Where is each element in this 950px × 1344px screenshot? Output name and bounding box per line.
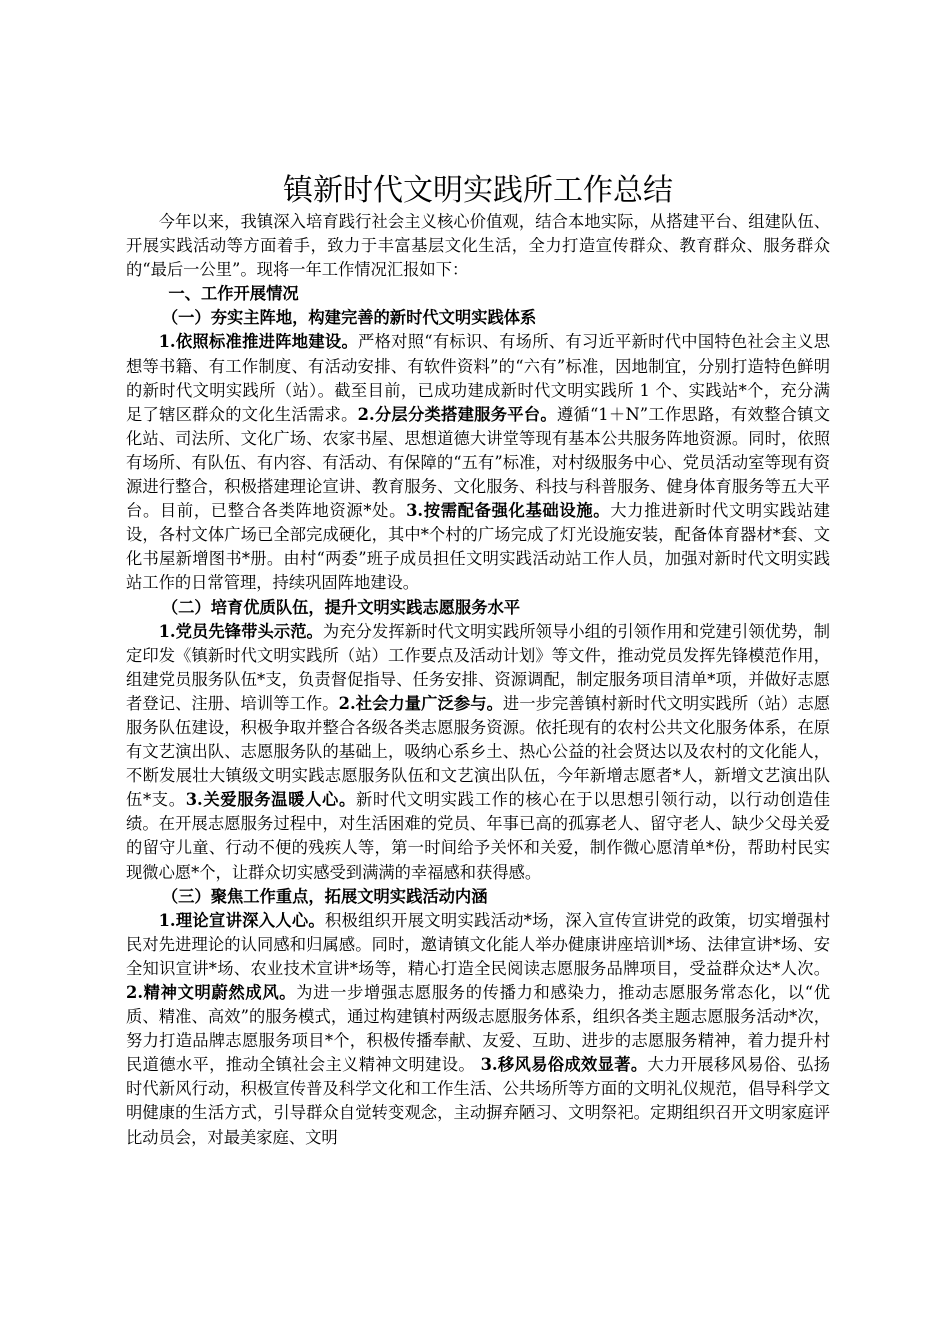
subsection-heading-1: （一）夯实主阵地，构建完善的新时代文明实践体系	[161, 308, 537, 328]
item-text: 新时代文明实践工作的核心在于以思想引领行动，以行动创造佳绩。在开展志愿服务过程中，对生活困难的党员、年事已高的孤寡老人、留守老人、缺少父母关爱的留守儿童、行动不便的残疾人等，第一时间给予关怀和关爱，制作微心愿清单*份，帮助村民实现微心愿*个，让群众切实感受到满满的幸福感和获得感。	[126, 790, 830, 882]
subsection-1-paragraph	[126, 330, 830, 595]
item-text: 严格对照“有标识、有场所、有习近平新时代中国特色社会主义思想等书籍、有工作制度、有活动安排、有软件资料”的“六有”标准，因地制宜，分别打造特色鲜明的新时代文明实践所（站）。截至目前，已成功建成新时代文明实践所 1 个、实践站*个，充分满足了辖区群众的文化生活需求。	[126, 332, 831, 424]
item-heading: 1.理论宣讲深入人心。	[158, 910, 325, 930]
item-heading: 1.党员先锋带头示范。	[158, 621, 323, 641]
item-text: 为充分发挥新时代文明实践所领导小组的引领作用和党建引领优势，制定印发《镇新时代文明实践所（站）工作要点及活动计划》等文件，推动党员发挥先锋模范作用，组建党员服务队伍*支，负责督促指导、任务安排、资源调配，制定服务项目清单*项，并做好志愿者登记、注册、培训等工作。	[126, 621, 830, 713]
subsection-heading-2: （二）培育优质队伍，提升文明实践志愿服务水平	[161, 597, 521, 617]
item-heading: 3.按需配备强化基础设施。	[406, 501, 611, 521]
item-text: 大力推进新时代文明实践站建设，各村文体广场已全部完成硬化，其中*个村的广场完成了灯光设施安装，配备体育器材*套、文化书屋新增图书*册。由村“两委”班子成员担任文明实践活动站工作人员，加强对新时代文明实践站工作的日常管理，持续巩固阵地建设。	[126, 501, 830, 593]
item-heading: 1.依照标准推进阵地建设。	[158, 332, 359, 352]
item-heading: 3.关爱服务温暖人心。	[185, 790, 356, 810]
subsection-2-paragraph	[126, 620, 830, 885]
item-heading: 2.分层分类搭建服务平台。	[357, 404, 557, 424]
item-text: 为进一步增强志愿服务的传播力和感染力，推动志愿服务常态化，以“优质、精准、高效”的服务模式，通过构建镇村两级志愿服务体系，组织各类主题志愿服务活动*次，努力打造品牌志愿服务项目*个，积极传播奉献、友爱、互助、进步的志愿服务精神，着力提升村民道德水平，推动全镇社会主义精神文明建设。	[126, 983, 830, 1075]
subsection-3-paragraph	[126, 909, 830, 1150]
item-heading: 2.社会力量广泛参与。	[338, 693, 503, 713]
intro-paragraph: 今年以来，我镇深入培育践行社会主义核心价值观，结合本地实际，从搭建平台、组建队伍、开展实践活动等方面着手，致力于丰富基层文化生活，全力打造宣传群众、教育群众、服务群众的“最后一公里”。现将一年工作情况汇报如下：	[126, 212, 830, 280]
item-text: 大力开展移风易俗、弘扬时代新风行动，积极宣传普及科学文化和工作生活、公共场所等方面的文明礼仪规范，倡导科学文明健康的生活方式，引导群众自觉转变观念，主动摒弃陋习、文明祭祀。定期组织召开文明家庭评比动员会，对最美家庭、文明	[126, 1055, 830, 1147]
item-text: 积极组织开展文明实践活动*场，深入宣传宣讲党的政策，切实增强村民对先进理论的认同感和归属感。同时，邀请镇文化能人举办健康讲座培训*场、法律宣讲*场、安全知识宣讲*场、农业技术宣讲*场等，精心打造全民阅读志愿服务品牌项目，受益群众达*人次。	[126, 910, 830, 978]
item-heading: 2.精神文明蔚然成风。	[126, 983, 297, 1002]
item-text: 进一步完善镇村新时代文明实践所（站）志愿服务队伍建设，积极争取并整合各级各类志愿服务资源。依托现有的农村公共文化服务体系，在原有文艺演出队、志愿服务队的基础上，吸纳心系乡土、热心公益的社会贤达以及农村的文化能人，不断发展壮大镇级文明实践志愿服务队伍和文艺演出队伍，今年新增志愿者*人，新增文艺演出队伍*支。	[126, 693, 830, 810]
document-page	[126, 172, 830, 1150]
section-heading: 一、工作开展情况	[168, 284, 299, 304]
document-title: 镇新时代文明实践所工作总结	[283, 173, 673, 208]
item-text: 遵循“1＋N”工作思路，有效整合镇文化站、司法所、文化广场、农家书屋、思想道德大讲堂等现有基本公共服务阵地资源。同时，依照有场所、有队伍、有内容、有活动、有保障的“五有”标准，对村级服务中心、党员活动室等现有资源进行整合，积极搭建理论宣讲、教育服务、文化服务、科技与科普服务、健身体育服务等五大平台。目前，已整合各类阵地资源*处。	[126, 404, 830, 521]
item-heading: 3.移风易俗成效显著。	[480, 1055, 648, 1075]
subsection-heading-3: （三）聚焦工作重点，拓展文明实践活动内涵	[161, 886, 488, 906]
